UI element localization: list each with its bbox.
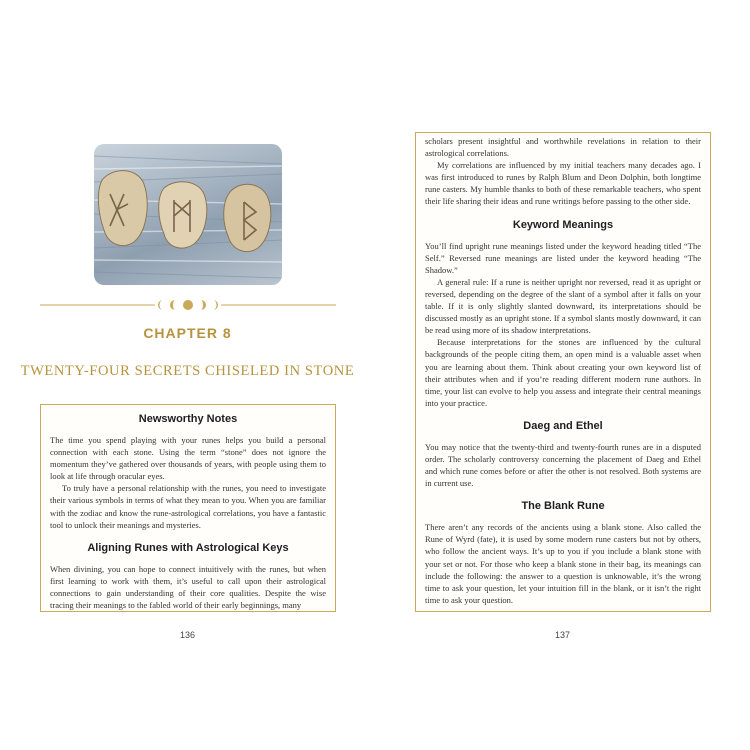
paragraph: When divining, you can hope to connect intuitively with the runes, but when first learning to work with them, it’s useful to call upon their astrological connections to gain understanding of their core qualities. Despite the wise tracing their meanings to the fabled world of their early beginnings, many (50, 563, 326, 611)
page-number: 137 (554, 630, 571, 640)
rune-stone-2-icon (159, 182, 207, 248)
paragraph: My correlations are influenced by my initial teachers many decades ago. I was first introduced to runes by Ralph Blum and Deon Dolphin, both longtime rune casters. My humble thanks to both of these remarkable teachers, who spent their life sharing their ideas and rune writings before passing to the other side. (425, 160, 701, 207)
rune-stone-3-icon (224, 184, 271, 251)
paragraph: Because interpretations for the stones are influenced by the cultural backgrounds of the people citing them, an open mind is a valuable asset when you are learning about them. Think about creating your own keyword list of their attributes when and if you’re reading different modern rune authors. In time, your list can evolve to help you assess and integrate their central meanings into your practice. (425, 337, 701, 408)
heading-daeg-and-ethel: Daeg and Ethel (523, 419, 603, 432)
paragraph: A general rule: If a rune is neither upright nor reversed, read it as upright or reversed, depending on the degree of the slant of a symbol after it falls on your table. If it is only slightly slanted downward, its interpretations should be discussed mostly as an upright stone. If a symbol slants mostly downward, it can be read using more of its shadow interpretations. (425, 276, 701, 336)
paragraph: There aren’t any records of the ancients using a blank stone. Also called the Rune of Wyrd (fate), it is used by some modern rune casters but not by others, who follow the ancient ways. It’s up to you if you include a blank stone with your set or not. For those who keep a blank stone in their bag, its meanings can include the following: the answer to a question is unknowable, it’s the wrong time to ask your question, let your intuition fill in the blank, or it isn’t the right time to ask your question. (425, 522, 701, 605)
right-page (375, 0, 750, 750)
paragraph: You may notice that the twenty-third and twenty-fourth runes are in a disputed order. The scholarly controversy concerning the placement of Daeg and Ethel and which rune comes before or after the other is not resolved. Both systems are in current use. (425, 441, 701, 489)
heading-keyword-meanings: Keyword Meanings (512, 218, 614, 231)
rune-stones-photo (94, 144, 282, 285)
chapter-title: TWENTY-FOUR SECRETS CHISELED IN STONE (20, 363, 355, 379)
heading-blank-rune: The Blank Rune (521, 500, 605, 513)
chapter-number: CHAPTER 8 (143, 325, 232, 341)
sidebar-box-left (40, 404, 336, 612)
rune-stone-1-icon (98, 171, 147, 246)
moon-phases-ornament-icon (40, 298, 336, 312)
page-number: 136 (179, 630, 196, 640)
sidebar-box-right (415, 132, 711, 612)
paragraph: scholars present insightful and worthwhile revelations in relation to their astrological correlations. (425, 136, 701, 159)
heading-newsworthy-notes: Newsworthy Notes (138, 413, 238, 425)
paragraph: The time you spend playing with your runes helps you build a personal connection with each stone. Using the term “stone” does not ignore the momentum they’ve gathered over thousands of years, with people using them to look at life through oracular eyes. (50, 435, 326, 482)
paragraph: You’ll find upright rune meanings listed under the keyword heading titled “The Self.” Reversed rune meanings are listed under the keyword heading “The Shadow.” (425, 240, 701, 275)
heading-aligning-runes: Aligning Runes with Astrological Keys (87, 541, 289, 554)
paragraph: To truly have a personal relationship with the runes, you need to investigate their various symbols in terms of what they mean to you. When you are familiar with the zodiac and know the rune-astrological correlations, you have a fantastic tool to unlock their meanings and mysteries. (50, 483, 326, 530)
